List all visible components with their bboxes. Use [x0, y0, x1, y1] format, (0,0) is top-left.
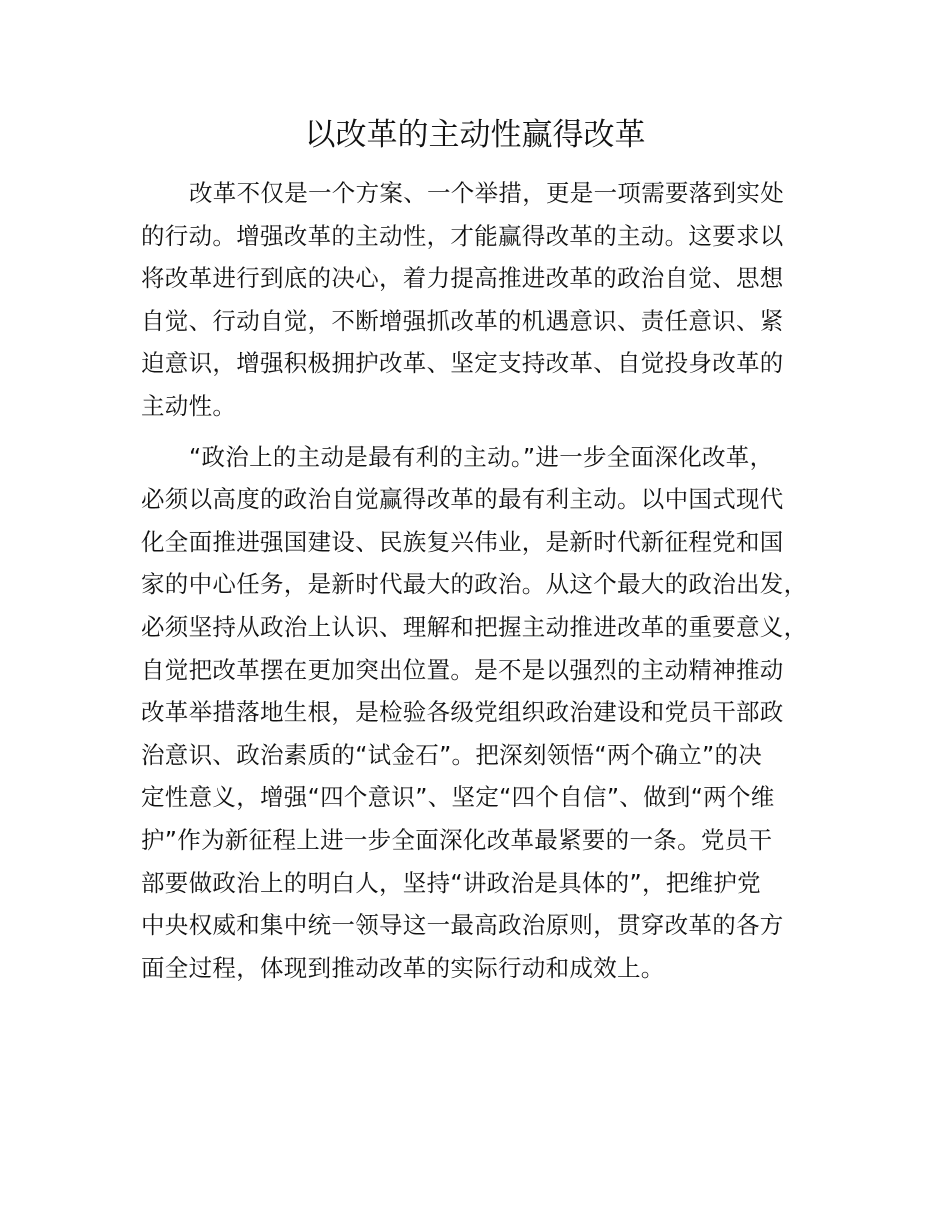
text-line: 部要做政治上的明白人，坚持“讲政治是具体的”，把维护党 — [141, 868, 761, 897]
text-line: 的行动。增强改革的主动性，才能赢得改革的主动。这要求以 — [141, 221, 784, 250]
text-line: 面全过程，体现到推动改革的实际行动和成效上。 — [141, 953, 665, 982]
text-line: 中央权威和集中统一领导这一最高政治原则，贯穿改革的各方 — [141, 911, 784, 940]
document-title: 以改革的主动性赢得改革 — [304, 117, 646, 153]
text-line: 定性意义，增强“四个意识”、坚定“四个自信”、做到“两个维 — [141, 783, 775, 812]
text-line: 自觉、行动自觉，不断增强抓改革的机遇意识、责任意识、紧 — [141, 306, 784, 335]
text-line: 将改革进行到底的决心，着力提高推进改革的政治自觉、思想 — [141, 264, 784, 293]
text-line: 必须坚持从政治上认识、理解和把握主动推进改革的重要意义， — [141, 612, 808, 641]
text-line: 化全面推进强国建设、民族复兴伟业，是新时代新征程党和国 — [141, 527, 784, 556]
text-line: 迫意识，增强积极拥护改革、坚定支持改革、自觉投身改革的 — [141, 349, 784, 378]
text-line: 必须以高度的政治自觉赢得改革的最有利主动。以中国式现代 — [141, 485, 784, 514]
paragraph-1 — [141, 172, 841, 428]
text-line: 治意识、政治素质的“试金石”。把深刻领悟“两个确立”的决 — [141, 740, 763, 769]
text-line: 护”作为新征程上进一步全面深化改革最紧要的一条。党员干 — [141, 825, 773, 854]
paragraph-2 — [141, 436, 841, 990]
text-line: 自觉把改革摆在更加突出位置。是不是以强烈的主动精神推动 — [141, 655, 784, 684]
text-line: 主动性。 — [141, 391, 237, 420]
document-body — [141, 172, 841, 989]
text-line: 改革不仅是一个方案、一个举措，更是一项需要落到实处 — [189, 179, 784, 207]
paragraph-gap — [141, 428, 841, 436]
text-line: “政治上的主动是最有利的主动。”进一步全面深化改革， — [189, 442, 774, 471]
text-line: 改革举措落地生根，是检验各级党组织政治建设和党员干部政 — [141, 698, 784, 727]
text-line: 家的中心任务，是新时代最大的政治。从这个最大的政治出发， — [141, 570, 808, 599]
